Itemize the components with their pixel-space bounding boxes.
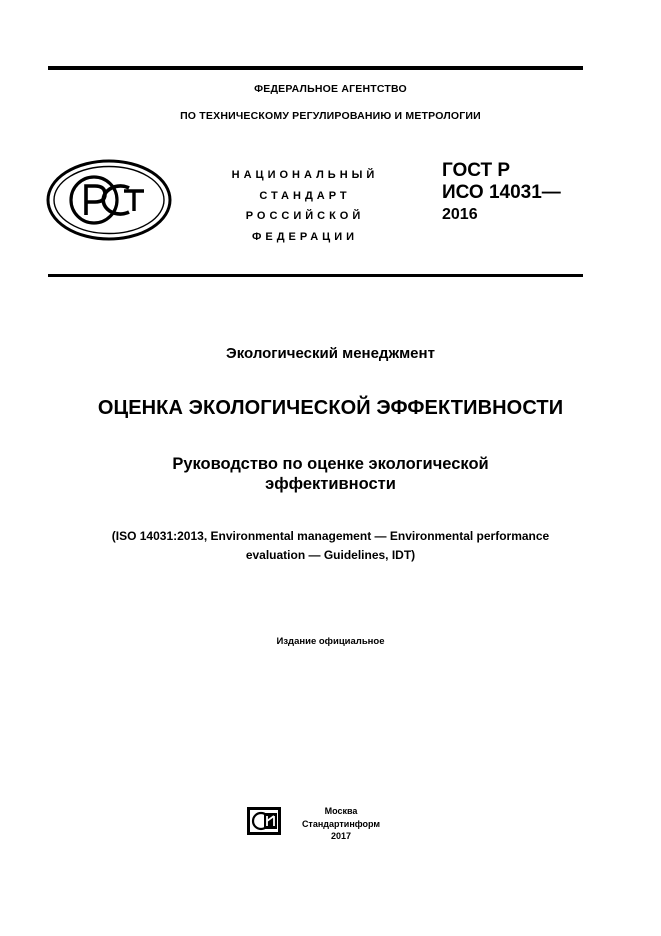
iso-ref-line1: (ISO 14031:2013, Environmental management — Environmental performance <box>111 529 550 543</box>
top-rule <box>48 66 583 70</box>
national-standard-label <box>215 165 395 247</box>
designation-line2: ИСО 14031— <box>442 182 561 203</box>
standard-designation <box>442 160 561 226</box>
publisher-info <box>296 805 386 843</box>
publisher-city: Москва <box>324 806 358 816</box>
designation-year: 2016 <box>442 206 478 223</box>
designation-line1: ГОСТ Р <box>442 160 511 181</box>
national-line: РОССИЙСКОЙ <box>245 210 365 222</box>
document-guide-title <box>0 454 661 494</box>
agency-name-line1: ФЕДЕРАЛЬНОЕ АГЕНТСТВО <box>254 83 407 95</box>
guide-line2: эффективности <box>265 475 396 493</box>
standartinform-logo-icon <box>246 806 282 836</box>
document-main-title: ОЦЕНКА ЭКОЛОГИЧЕСКОЙ ЭФФЕКТИВНОСТИ <box>97 397 564 419</box>
middle-rule <box>48 274 583 277</box>
national-line: НАЦИОНАЛЬНЫЙ <box>231 169 379 181</box>
publisher-name: Стандартинформ <box>301 818 381 829</box>
national-line: ФЕДЕРАЦИИ <box>251 230 359 243</box>
edition-label: Издание официальное <box>276 636 385 647</box>
national-line: СТАНДАРТ <box>259 189 351 202</box>
agency-name-line2: ПО ТЕХНИЧЕСКОМУ РЕГУЛИРОВАНИЮ И МЕТРОЛОГИИ <box>180 110 481 122</box>
rst-certification-mark-icon <box>46 159 172 241</box>
iso-ref-line2: evaluation — Guidelines, IDT) <box>245 548 416 562</box>
document-subtitle: Экологический менеджмент <box>226 345 435 362</box>
iso-reference <box>0 527 661 565</box>
publication-year: 2017 <box>330 831 352 841</box>
guide-line1: Руководство по оценке экологической <box>172 455 489 473</box>
